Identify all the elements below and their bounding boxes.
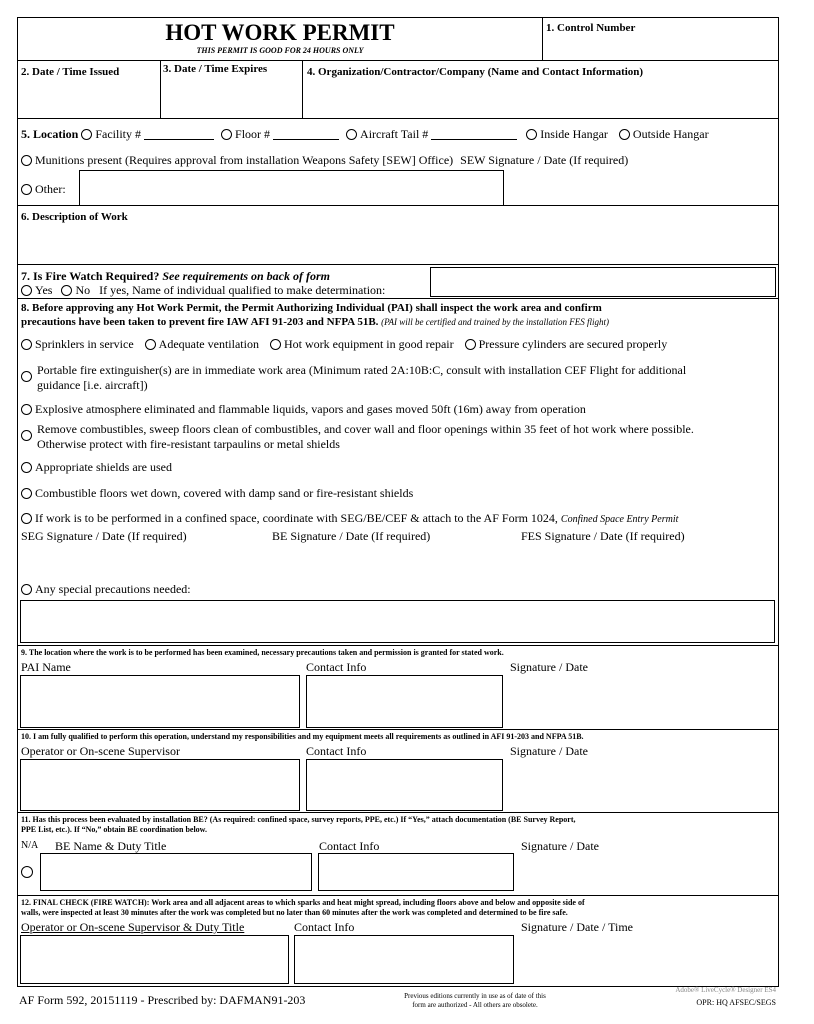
description-label: 6. Description of Work <box>21 211 128 223</box>
operator-signature-label: Signature / Date <box>510 744 588 758</box>
facility-radio[interactable] <box>81 129 92 140</box>
other-option <box>21 182 66 197</box>
control-number-label: 1. Control Number <box>546 22 636 34</box>
be-contact-field[interactable] <box>318 853 514 891</box>
designer-note: Adobe® LiveCycle® Designer ES4 <box>675 986 776 994</box>
special-radio[interactable] <box>21 584 32 595</box>
be-contact-label: Contact Info <box>319 839 380 853</box>
confined-form-label: Confined Space Entry Permit <box>560 514 679 525</box>
final-operator-label: Operator or On-scene Supervisor & Duty Title <box>21 920 245 934</box>
inside-hangar-radio[interactable] <box>526 129 537 140</box>
be-signature-label: BE Signature / Date (If required) <box>272 529 431 543</box>
explosive-label: Explosive atmosphere eliminated and flammable liquids, vapors and gases moved 50ft (16m) away from operation <box>35 402 586 416</box>
shields-radio[interactable] <box>21 462 32 473</box>
sprinklers-label: Sprinklers in service <box>35 337 134 351</box>
section-12 <box>18 896 778 986</box>
qualified-individual-label: If yes, Name of individual qualified to make determination: <box>99 283 386 297</box>
outside-hangar-label: Outside Hangar <box>632 127 709 141</box>
cylinders-radio[interactable] <box>465 339 476 350</box>
pai-name-label: PAI Name <box>21 660 71 674</box>
operator-name-field[interactable] <box>20 759 300 811</box>
section-9 <box>18 646 778 730</box>
section-11 <box>18 813 778 896</box>
fire-watch-note: See requirements on back of form <box>162 269 331 283</box>
floors-option <box>21 486 413 501</box>
precautions-section <box>18 299 778 646</box>
outside-hangar-radio[interactable] <box>619 129 630 140</box>
dates-row <box>18 61 778 119</box>
be-signature-label: Signature / Date <box>521 839 599 853</box>
extinguisher-label-1: Portable fire extinguisher(s) are in immediate work area (Minimum rated 2A:10B:C, consult with installation CEF Flight for additional <box>37 363 687 377</box>
ventilation-radio[interactable] <box>145 339 156 350</box>
combustibles-label-2: Otherwise protect with fire-resistant tarpaulins or metal shields <box>37 437 340 451</box>
fire-watch-yes-radio[interactable] <box>21 285 32 296</box>
form-title: HOT WORK PERMIT <box>165 20 395 45</box>
section-12-label-1: 12. FINAL CHECK (FIRE WATCH): Work area and all adjacent areas to which sparks and heat might spread, including floors above and below and opposite side of <box>21 898 585 907</box>
section-10 <box>18 730 778 813</box>
location-row <box>18 119 778 206</box>
be-name-field[interactable] <box>40 853 312 891</box>
combustibles-label-1: Remove combustibles, sweep floors clean of combustibles, and cover wall and floor openings within 35 feet of hot work where possible. <box>37 422 694 436</box>
description-row <box>18 206 778 265</box>
special-precautions-field[interactable] <box>20 600 775 643</box>
combustibles-radio[interactable] <box>21 430 32 441</box>
hot-work-permit-form <box>17 17 779 987</box>
sprinklers-radio[interactable] <box>21 339 32 350</box>
confined-label: If work is to be performed in a confined space, coordinate with SEG/BE/CEF & attach to the AF Form 1024, <box>35 511 558 525</box>
fire-watch-yes-label: Yes <box>35 283 53 297</box>
fes-signature-label: FES Signature / Date (If required) <box>521 529 685 543</box>
fire-watch-label: 7. Is Fire Watch Required? <box>21 269 160 283</box>
na-label: N/A <box>21 840 39 851</box>
form-id: AF Form 592, 20151119 - Prescribed by: DAFMAN91-203 <box>19 993 306 1007</box>
confined-radio[interactable] <box>21 513 32 524</box>
extinguisher-radio[interactable] <box>21 371 32 382</box>
floor-field[interactable] <box>273 139 339 140</box>
munitions-option <box>21 153 628 168</box>
final-operator-field[interactable] <box>20 935 289 984</box>
fire-watch-no-radio[interactable] <box>61 285 72 296</box>
final-contact-field[interactable] <box>294 935 514 984</box>
date-issued-label: 2. Date / Time Issued <box>21 66 120 78</box>
precautions-intro-note: (PAI will be certified and trained by the installation FES flight) <box>381 317 609 327</box>
other-label: Other: <box>35 182 66 196</box>
editions-note <box>370 992 580 1010</box>
location-options <box>21 127 709 142</box>
operator-contact-field[interactable] <box>306 759 503 811</box>
shields-label: Appropriate shields are used <box>35 460 172 474</box>
form-subtitle: THIS PERMIT IS GOOD FOR 24 HOURS ONLY <box>196 46 364 55</box>
operator-label: Operator or On-scene Supervisor <box>21 744 180 758</box>
pai-contact-label: Contact Info <box>306 660 367 674</box>
facility-label: Facility # <box>95 127 142 141</box>
na-radio[interactable] <box>21 866 33 878</box>
opr-note: OPR: HQ AFSEC/SEGS <box>696 998 776 1007</box>
organization-label: 4. Organization/Contractor/Company (Name and Contact Information) <box>307 66 644 78</box>
combustibles-option <box>21 422 694 452</box>
munitions-radio[interactable] <box>21 155 32 166</box>
explosive-option <box>21 402 586 417</box>
editions-note-1: Previous editions currently in use as of date of this <box>404 992 546 1000</box>
other-field[interactable] <box>79 170 504 206</box>
aircraft-radio[interactable] <box>346 129 357 140</box>
qualified-individual-field[interactable] <box>430 267 776 297</box>
precautions-intro-2-wrap <box>21 316 609 328</box>
section-11-label-2: PPE List, etc.). If “No,” obtain BE coordination below. <box>21 825 208 834</box>
fire-watch-question <box>21 269 330 284</box>
floors-label: Combustible floors wet down, covered with damp sand or fire-resistant shields <box>35 486 414 500</box>
facility-field[interactable] <box>144 139 214 140</box>
seg-signature-label: SEG Signature / Date (If required) <box>21 529 187 543</box>
precautions-intro-2: precautions have been taken to prevent fire IAW AFI 91-203 and NFPA 51B. <box>21 316 379 328</box>
floor-radio[interactable] <box>221 129 232 140</box>
shields-option <box>21 460 172 475</box>
explosive-radio[interactable] <box>21 404 32 415</box>
precautions-intro-1: 8. Before approving any Hot Work Permit, the Permit Authorizing Individual (PAI) shall inspect the work area and confirm <box>21 302 602 314</box>
other-radio[interactable] <box>21 184 32 195</box>
aircraft-label: Aircraft Tail # <box>360 127 429 141</box>
section-12-label-2: walls, were inspected at least 30 minutes after the work was completed but no later than 60 minutes after the work was completed and determined to be fire safe. <box>21 908 568 917</box>
munitions-label: Munitions present (Requires approval from installation Weapons Safety [SEW] Office) <box>35 153 454 167</box>
final-contact-label: Contact Info <box>294 920 355 934</box>
fire-watch-no-label: No <box>75 283 91 297</box>
ventilation-label: Adequate ventilation <box>158 337 259 351</box>
pai-signature-label: Signature / Date <box>510 660 588 674</box>
aircraft-field[interactable] <box>431 139 517 140</box>
extinguisher-label-2: guidance [i.e. aircraft]) <box>37 378 148 392</box>
confined-option <box>21 511 678 526</box>
equipment-label: Hot work equipment in good repair <box>283 337 454 351</box>
final-signature-label: Signature / Date / Time <box>521 920 633 934</box>
fire-watch-row <box>18 265 778 299</box>
editions-note-2: form are authorized - All others are obsolete. <box>412 1001 538 1009</box>
be-name-label: BE Name & Duty Title <box>55 839 167 853</box>
special-option <box>21 582 191 597</box>
precautions-row-1 <box>21 337 667 352</box>
cylinders-label: Pressure cylinders are secured properly <box>478 337 668 351</box>
header-row <box>18 18 778 61</box>
special-label: Any special precautions needed: <box>35 582 191 596</box>
fire-watch-answers <box>21 283 385 298</box>
location-label: 5. Location <box>21 127 79 141</box>
date-expires-label: 3. Date / Time Expires <box>163 63 268 75</box>
inside-hangar-label: Inside Hangar <box>540 127 608 141</box>
floors-radio[interactable] <box>21 488 32 499</box>
floor-label: Floor # <box>235 127 271 141</box>
sew-signature-label: SEW Signature / Date (If required) <box>460 153 629 167</box>
section-11-label-1: 11. Has this process been evaluated by installation BE? (As required: confined space, survey reports, PPE, etc.) If “Yes,” attach documentation (BE Survey Report, <box>21 815 576 824</box>
section-10-label: 10. I am fully qualified to perform this operation, understand my responsibilities and my equipment meets all requirements as outlined in AFI 91-203 and NFPA 51B. <box>21 732 584 741</box>
extinguisher-option <box>21 363 686 393</box>
pai-contact-field[interactable] <box>306 675 503 728</box>
pai-name-field[interactable] <box>20 675 300 728</box>
section-9-label: 9. The location where the work is to be performed has been examined, necessary precautions taken and permission is granted for stated work. <box>21 648 504 657</box>
equipment-radio[interactable] <box>270 339 281 350</box>
operator-contact-label: Contact Info <box>306 744 367 758</box>
